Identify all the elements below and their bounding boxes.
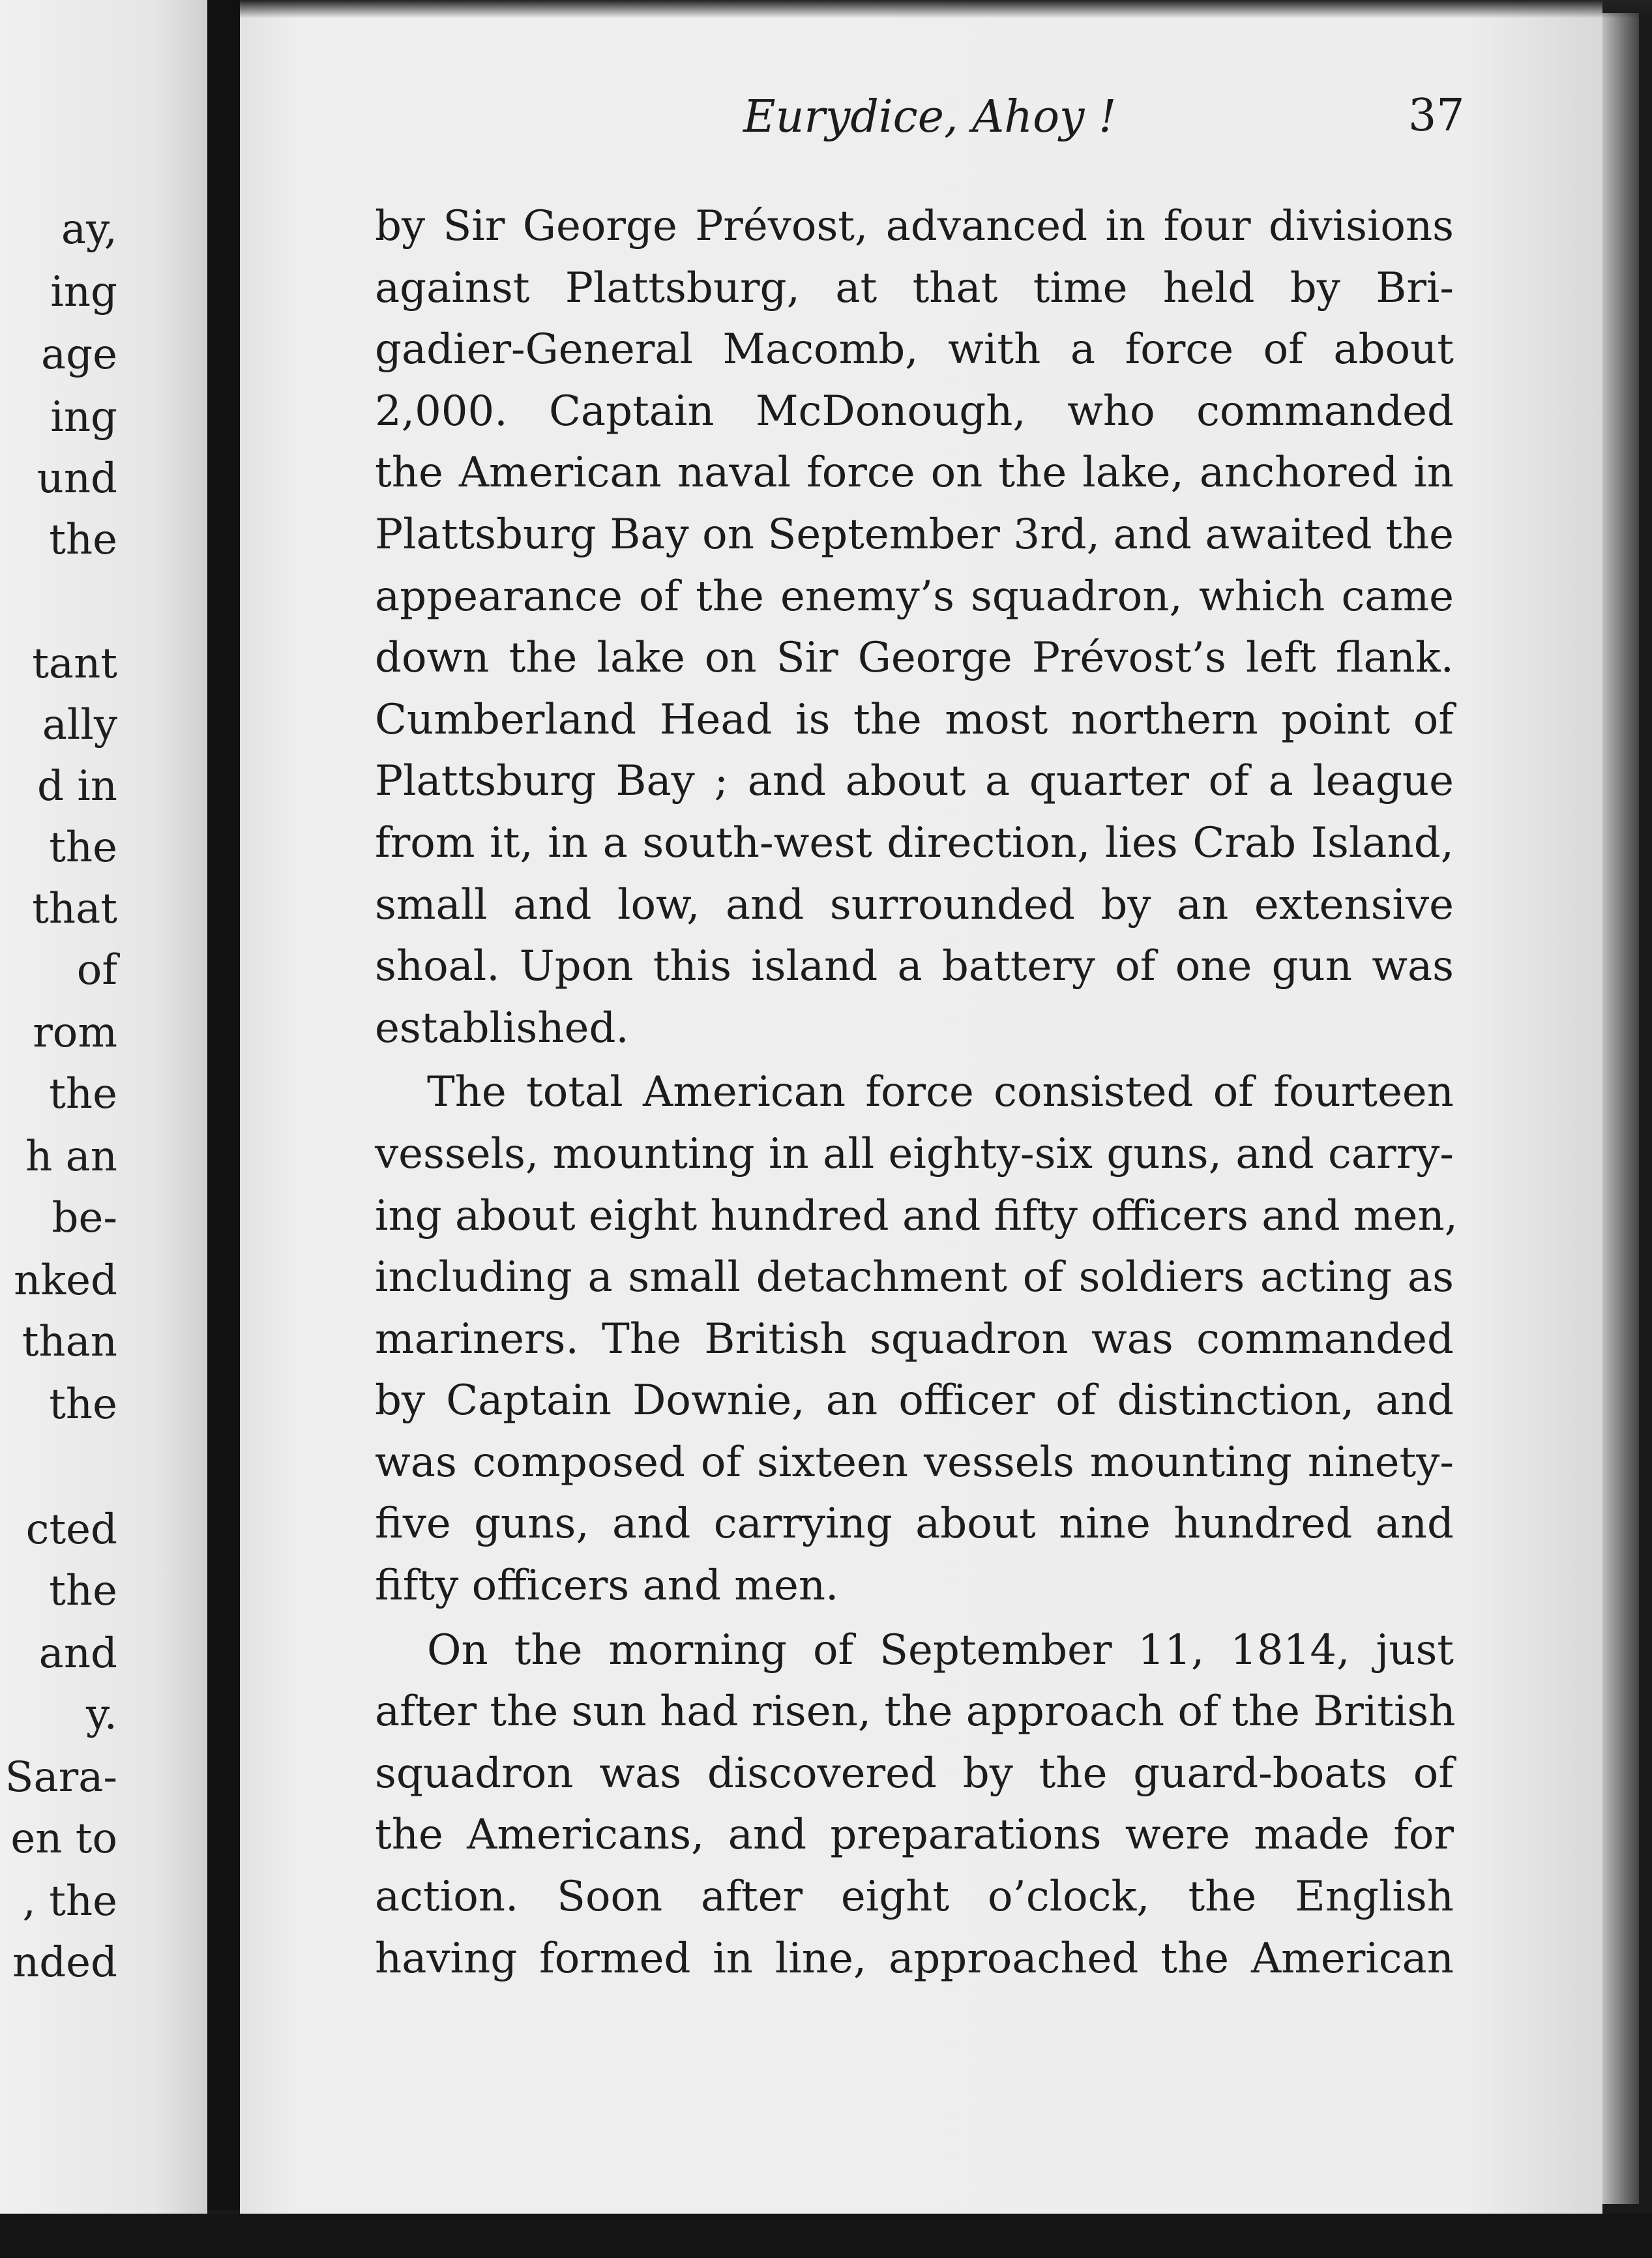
left-fragment: ay, <box>61 205 117 254</box>
bottom-scan-border <box>0 2214 1652 2258</box>
left-fragment: that <box>32 885 117 933</box>
text-line: Plattsburg Bay ; and about a quarter of a league <box>375 757 1454 806</box>
left-fragment: d in <box>37 762 117 810</box>
page-edge-shadow <box>1602 13 1639 2204</box>
text-line: vessels, mounting in all eighty-six guns, and carry- <box>375 1129 1454 1178</box>
paragraph-2 <box>375 1062 1458 1616</box>
paragraph-1 <box>375 196 1454 1059</box>
text-line: Cumberland Head is the most northern point of <box>375 695 1454 744</box>
running-head: Eurydice, Ahoy ! <box>743 91 1117 143</box>
left-fragment: h an <box>25 1133 117 1181</box>
text-line: On the morning of September 11, 1814, just <box>427 1626 1454 1674</box>
left-fragment: und <box>37 454 117 503</box>
left-fragment: cted <box>25 1506 117 1554</box>
text-line: was composed of sixteen vessels mounting ninety- <box>375 1438 1454 1487</box>
text-line: by Sir George Prévost, advanced in four divisions <box>375 202 1454 250</box>
left-fragment: nded <box>12 1939 117 1987</box>
text-line: The total American force consisted of fourteen <box>427 1068 1454 1117</box>
text-line: the American naval force on the lake, anchored in <box>375 449 1454 498</box>
left-fragment: the <box>49 1567 117 1615</box>
text-line: ing about eight hundred and fifty officers and men, <box>375 1191 1458 1240</box>
text-line: mariners. The British squadron was commanded <box>375 1315 1454 1363</box>
text-line: down the lake on Sir George Prévost’s left flank. <box>375 634 1454 683</box>
text-line: 2,000. Captain McDonough, who commanded <box>375 387 1454 436</box>
left-fragment: , the <box>22 1877 117 1925</box>
text-line: by Captain Downie, an officer of distinction, and <box>375 1376 1454 1425</box>
book-gutter <box>207 0 240 2210</box>
top-shadow <box>240 0 1652 18</box>
left-fragment: nked <box>14 1256 117 1305</box>
text-line: fifty officers and men. <box>375 1562 839 1611</box>
left-fragment: the <box>49 824 117 872</box>
paragraph-3 <box>375 1620 1454 1990</box>
left-fragment: Sara- <box>5 1753 117 1802</box>
text-line: small and low, and surrounded by an extensive <box>375 880 1454 929</box>
page-number: 37 <box>1408 90 1465 141</box>
text-line: shoal. Upon this island a battery of one gun was <box>375 942 1454 991</box>
left-fragment: be- <box>52 1194 117 1242</box>
left-fragment: rom <box>33 1009 117 1057</box>
text-line: after the sun had risen, the approach of the British <box>375 1687 1456 1736</box>
left-fragment: tant <box>32 640 117 688</box>
body-text <box>375 196 1458 1989</box>
left-fragment: ing <box>50 393 117 441</box>
left-fragment: the <box>49 1380 117 1429</box>
left-fragment: the <box>49 1070 117 1118</box>
text-line: established. <box>375 1003 629 1052</box>
left-fragment: age <box>41 331 117 379</box>
left-fragment: ally <box>42 701 117 749</box>
text-line: having formed in line, approached the American <box>375 1934 1454 1983</box>
text-line: the Americans, and preparations were made for <box>375 1811 1454 1860</box>
left-page-edge <box>0 0 207 2217</box>
text-line: from it, in a south-west direction, lies Crab Island, <box>375 818 1454 867</box>
text-line: including a small detachment of soldiers acting as <box>375 1253 1454 1302</box>
left-fragment: and <box>38 1629 117 1678</box>
left-fragment: the <box>49 516 117 564</box>
left-fragment: ing <box>50 268 117 316</box>
text-line: against Plattsburg, at that time held by Bri- <box>375 263 1454 312</box>
text-line: action. Soon after eight o’clock, the English <box>375 1873 1454 1922</box>
left-fragment: than <box>22 1318 117 1366</box>
text-line: Plattsburg Bay on September 3rd, and awaited the <box>375 510 1454 559</box>
left-fragment: y. <box>86 1691 117 1739</box>
text-line: squadron was discovered by the guard-boats of <box>375 1749 1454 1798</box>
text-line: five guns, and carrying about nine hundred and <box>375 1500 1454 1549</box>
left-fragment: en to <box>10 1815 117 1863</box>
left-fragment: of <box>76 946 117 994</box>
text-line: gadier-General Macomb, with a force of about <box>375 325 1454 374</box>
text-line: appearance of the enemy’s squadron, which came <box>375 572 1454 621</box>
